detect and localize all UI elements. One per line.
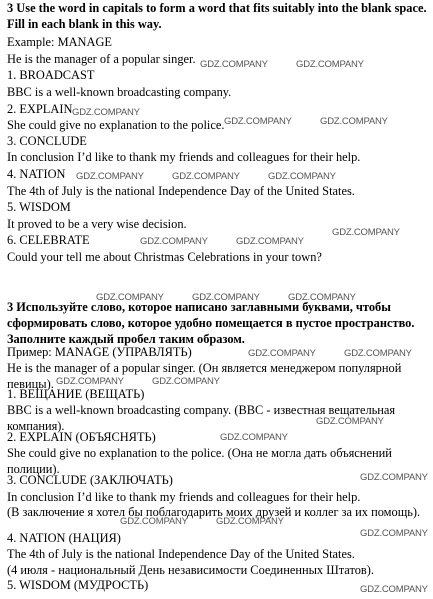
item-4-word: 4. NATION (7, 167, 66, 181)
watermark: GDZ.COMPANY (172, 171, 240, 182)
watermark: GDZ.COMPANY (192, 292, 260, 303)
watermark: GDZ.COMPANY (224, 116, 292, 127)
item-5-word: 5. WISDOM (7, 200, 71, 214)
watermark: GDZ.COMPANY (344, 348, 412, 359)
ru-item-3-sentence: In conclusion I’d like to thank my friends and colleagues for their help. (7, 490, 361, 504)
exercise-heading-ru: 3 Используйте слово, которое написано заглавными буквами, чтобы сформировать слово, которое удобно помещается в пустое пространство. Заполните каждый пробел таким образом. (7, 300, 415, 346)
example-word: Example: MANAGE (7, 35, 112, 49)
example-sentence: He is the manager of a popular singer. (7, 52, 196, 66)
item-1-sentence: BBC is a well-known broadcasting company. (7, 85, 232, 99)
item-2-word: 2. EXPLAIN (7, 102, 73, 116)
ru-item-3-translation: (В заключение я хотел бы поблагодарить моих друзей и коллег за их помощь). (7, 505, 421, 519)
watermark: GDZ.COMPANY (56, 376, 124, 387)
item-6-word: 6. CELEBRATE (7, 233, 90, 247)
ru-example-sentence: He is the manager of a popular singer. (Он является менеджером популярной певицы). (7, 361, 402, 391)
watermark: GDZ.COMPANY (216, 516, 284, 527)
watermark: GDZ.COMPANY (220, 432, 288, 443)
watermark: GDZ.COMPANY (236, 236, 304, 247)
ru-item-4-word: 4. NATION (НАЦИЯ) (7, 531, 121, 545)
watermark: GDZ.COMPANY (96, 292, 164, 303)
watermark: GDZ.COMPANY (248, 348, 316, 359)
item-5-sentence: It proved to be a very wise decision. (7, 217, 187, 231)
item-6-sentence: Could your tell me about Christmas Celebrations in your town? (7, 250, 322, 264)
ru-item-4-translation: (4 июля - национальный День независимости Соединенных Штатов). (7, 563, 374, 577)
watermark: GDZ.COMPANY (152, 376, 220, 387)
watermark: GDZ.COMPANY (360, 584, 428, 595)
ru-item-4-sentence: The 4th of July is the national Independence Day of the United States. (7, 547, 355, 561)
ru-item-5-word: 5. WISDOM (МУДРОСТЬ) (7, 578, 149, 592)
exercise-heading-en: 3 Use the word in capitals to form a word that fits suitably into the blank space. Fill in each blank in this way. (7, 1, 427, 31)
item-3-word: 3. CONCLUDE (7, 134, 87, 148)
watermark: GDZ.COMPANY (360, 528, 428, 539)
ru-item-2-word: 2. EXPLAIN (ОБЪЯСНЯТЬ) (7, 430, 156, 444)
item-4-sentence: The 4th of July is the national Independence Day of the United States. (7, 184, 355, 198)
ru-example-word: Пример: MANAGE (УПРАВЛЯТЬ) (7, 345, 192, 359)
item-1-word: 1. BROADCAST (7, 68, 95, 82)
watermark: GDZ.COMPANY (200, 59, 268, 70)
ru-item-1-word: 1. ВЕЩАНИЕ (ВЕЩАТЬ) (7, 387, 145, 401)
watermark: GDZ.COMPANY (76, 171, 144, 182)
watermark: GDZ.COMPANY (268, 171, 336, 182)
watermark: GDZ.COMPANY (316, 416, 384, 427)
watermark: GDZ.COMPANY (72, 107, 140, 118)
watermark: GDZ.COMPANY (288, 292, 356, 303)
ru-item-2-sentence: She could give no explanation to the police. (Она не могла дать объяснений полиции). (7, 446, 392, 476)
item-3-sentence: In conclusion I’d like to thank my friends and colleagues for their help. (7, 150, 361, 164)
watermark: GDZ.COMPANY (120, 516, 188, 527)
watermark: GDZ.COMPANY (296, 59, 364, 70)
ru-item-3-word: 3. CONCLUDE (ЗАКЛЮЧАТЬ) (7, 473, 173, 487)
watermark: GDZ.COMPANY (140, 236, 208, 247)
watermark: GDZ.COMPANY (320, 116, 388, 127)
watermark: GDZ.COMPANY (332, 227, 400, 238)
ru-item-1-sentence: BBC is a well-known broadcasting company. (BBC - известная вещательная компания). (7, 403, 396, 433)
watermark: GDZ.COMPANY (360, 472, 428, 483)
item-2-sentence: She could give no explanation to the police. (7, 118, 225, 132)
